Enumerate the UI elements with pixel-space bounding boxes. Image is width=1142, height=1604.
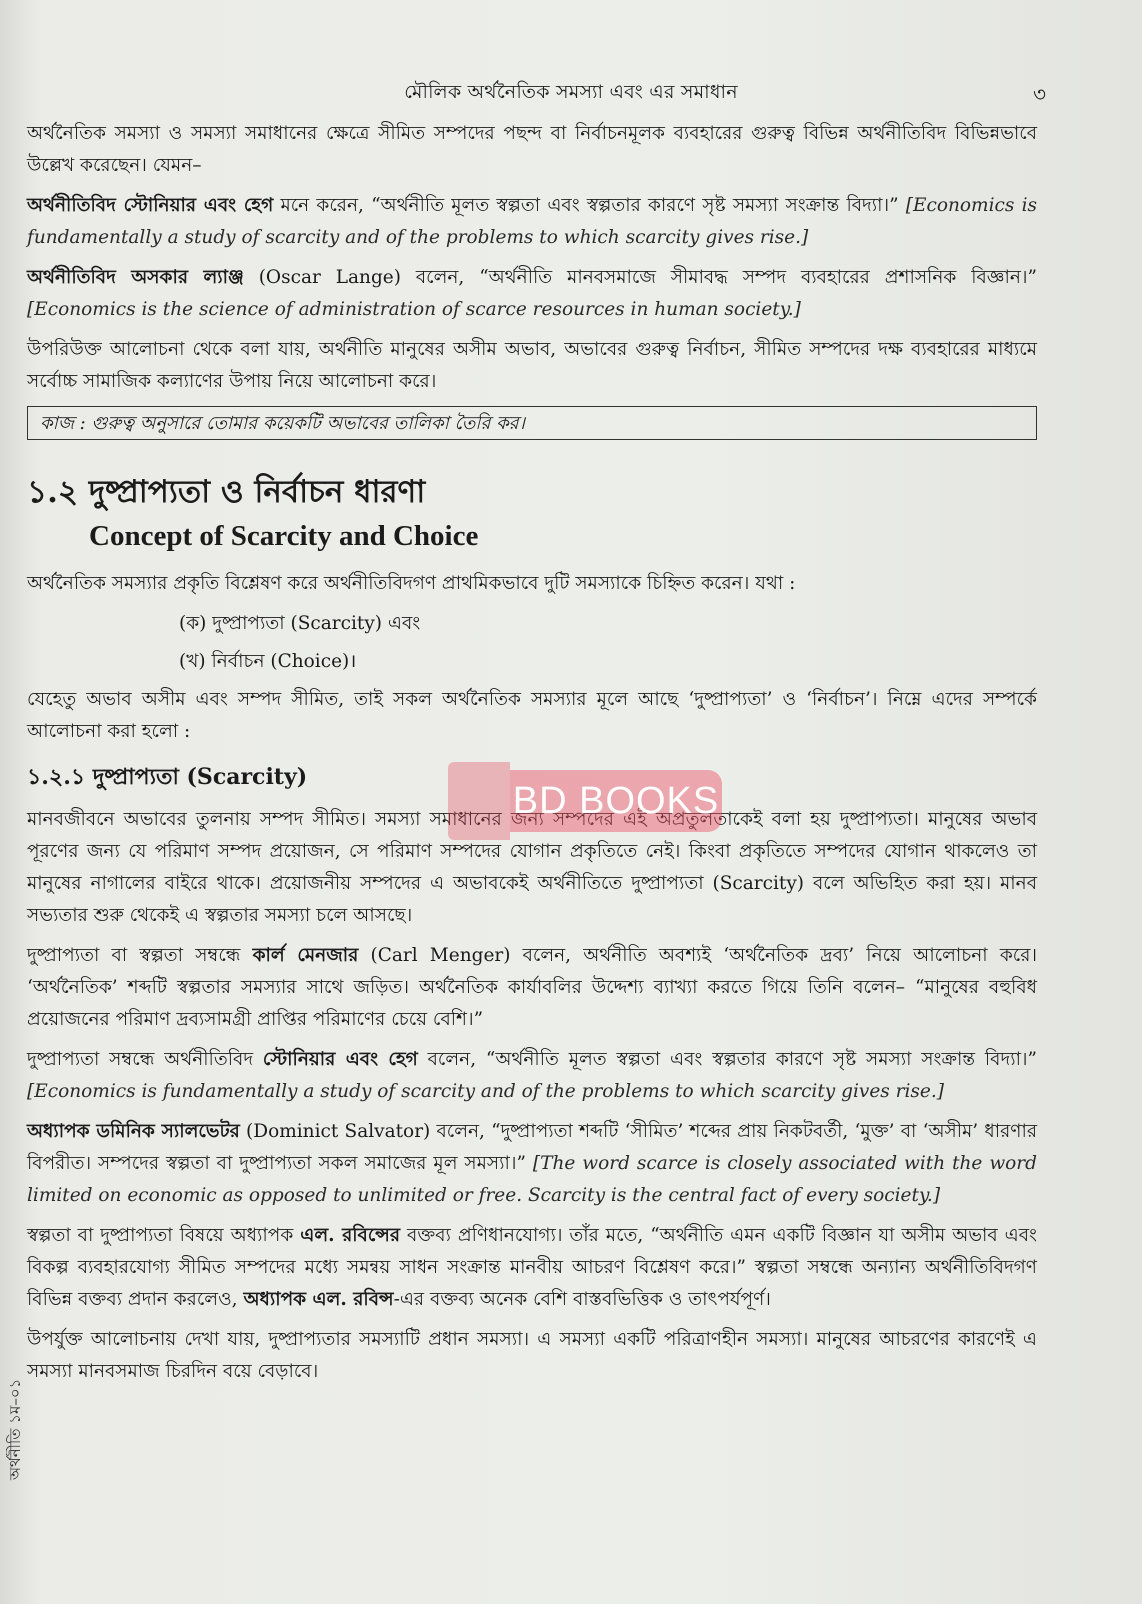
salvator-quote: (Dominict Salvator) বলেন, “দুষ্প্রাপ্যতা শব্দটি ‘সীমিত’ শব্দের প্রায় নিকটবর্তী, ‘মুক্ত’ বা ‘অসীম’ ধারণার বিপরীত। সম্পদের স্বল্পতা বা দুষ্প্রাপ্যতা সকল সমাজের মূল সমস্যা।” (27, 1121, 1038, 1174)
subsection-heading: ১.২.১ দুষ্প্রাপ্যতা (Scarcity) (27, 764, 308, 790)
intro-paragraph-3 (27, 262, 1037, 326)
stonier-intro: দুষ্প্রাপ্যতা সম্বন্ধে অর্থনীতিবিদ (27, 1049, 263, 1070)
page-number: ৩ (1032, 82, 1046, 106)
robbins-quote: বক্তব্য প্রণিধানযোগ্য। তাঁর মতে, “অর্থনীতি এমন একটি বিজ্ঞান যা অসীম অভাব এবং বিকল্প ব্যবহারযোগ্য সীমিত সম্পদের মধ্যে সমন্বয় সাধন সংক্রান্ত মানবীয় আচরণ বিশ্লেষণ করে।” স্বল্পতা সম্বন্ধে অন্যান্য অর্থনীতিবিদগণ বিভিন্ন বক্তব্য প্রদান করলেও, (27, 1225, 1038, 1310)
scarcity-paragraph-3 (27, 1044, 1037, 1108)
robbins-lead: এল. রবিন্সের (300, 1225, 400, 1246)
stonier-quote: বলেন, “অর্থনীতি মূলত স্বল্পতা এবং স্বল্পতার কারণে সৃষ্ট সমস্যা সংক্রান্ত বিদ্যা।” (417, 1049, 1038, 1070)
robbins-lead-2: অধ্যাপক এল. রবিন্স (243, 1289, 394, 1310)
salvator-lead: অধ্যাপক ডমিনিক স্যালভেটর (27, 1121, 240, 1142)
robbins-intro: স্বল্পতা বা দুষ্প্রাপ্যতা বিষয়ে অধ্যাপক (27, 1225, 301, 1246)
task-box: কাজ : গুরুত্ব অনুসারে তোমার কয়েকটি অভাবের তালিকা তৈরি কর। (27, 406, 1037, 440)
book-logo-icon (448, 762, 510, 840)
menger-intro: দুষ্প্রাপ্যতা বা স্বল্পতা সম্বন্ধে (27, 945, 253, 966)
list-item-scarcity: (ক) দুষ্প্রাপ্যতা (Scarcity) এবং (179, 613, 421, 634)
section-heading-en: Concept of Scarcity and Choice (89, 520, 479, 552)
stonier-hague-quote: মনে করেন, “অর্থনীতি মূলত স্বল্পতা এবং স্বল্পতার কারণে সৃষ্ট সমস্যা সংক্রান্ত বিদ্যা।” (273, 195, 899, 216)
lange-english: [Economics is the science of administration of scarce resources in human society.] (27, 299, 801, 320)
intro-paragraph-4: উপরিউক্ত আলোচনা থেকে বলা যায়, অর্থনীতি মানুষের অসীম অভাব, অভাবের গুরুত্ব নির্বাচন, সীমিত সম্পদের দক্ষ ব্যবহারের মাধ্যমে সর্বোচ্চ সামাজিক কল্যাণের উপায় নিয়ে আলোচনা করে। (27, 339, 1037, 392)
stonier-english: [Economics is fundamentally a study of scarcity and of the problems to which scarcity gives rise.] (27, 1081, 944, 1102)
watermark (448, 760, 722, 842)
intro-paragraph-1: অর্থনৈতিক সমস্যা ও সমস্যা সমাধানের ক্ষেত্রে সীমিত সম্পদের পছন্দ বা নির্বাচনমূলক ব্যবহারের গুরুত্ব বিভিন্ন অর্থনীতিবিদ বিভিন্নভাবে উল্লেখ করেছেন। যেমন– (27, 123, 1037, 176)
stonier-lead: স্টোনিয়ার এবং হেগ (262, 1049, 418, 1070)
lange-quote: (Oscar Lange) বলেন, “অর্থনীতি মানবসমাজে সীমাবদ্ধ সম্পদ ব্যবহারের প্রশাসনিক বিজ্ঞান।” (243, 267, 1037, 288)
menger-lead: কার্ল মেনজার (252, 945, 359, 966)
section-heading-bn: ১.২ দুষ্প্রাপ্যতা ও নির্বাচন ধারণা (27, 474, 426, 510)
lange-lead: অর্থনীতিবিদ অসকার ল্যাঞ্জ (27, 267, 244, 288)
page-body (27, 118, 1037, 1396)
scarcity-paragraph-2 (27, 940, 1037, 1036)
scarcity-paragraph-6: উপর্যুক্ত আলোচনায় দেখা যায়, দুষ্প্রাপ্যতার সমস্যাটি প্রধান সমস্যা। এ সমস্যা একটি পরিত্রাণহীন সমস্যা। মানুষের আচরণের কারণেই এ সমস্যা মানবসমাজ চিরদিন বয়ে বেড়াবে। (27, 1329, 1037, 1382)
section-paragraph-2: যেহেতু অভাব অসীম এবং সম্পদ সীমিত, তাই সকল অর্থনৈতিক সমস্যার মূলে আছে ‘দুষ্প্রাপ্যতা’ ও ‘নির্বাচন’। নিম্নে এদের সম্পর্কে আলোচনা করা হলো : (27, 689, 1037, 742)
scarcity-paragraph-4 (27, 1116, 1037, 1212)
menger-quote: (Carl Menger) বলেন, অর্থনীতি অবশ্যই ‘অর্থনৈতিক দ্রব্য’ নিয়ে আলোচনা করে। ‘অর্থনৈতিক’ শব্দটি স্বল্পতার সমস্যার সাথে জড়িত। অর্থনৈতিক কার্যাবলির উদ্দেশ্য ব্যাখ্যা করতে গিয়ে তিনি বলেন– “মানুষের বহুবিধ প্রয়োজনের পরিমাণ দ্রব্যসামগ্রী প্রাপ্তির পরিমাণের চেয়ে বেশি।” (27, 945, 1037, 1030)
scarcity-paragraph-1: মানবজীবনে অভাবের তুলনায় সম্পদ সীমিত। সমস্যা সমাধানের জন্য সম্পদের এই অপ্রতুলতাকেই বলা হয় দুষ্প্রাপ্যতা। মানুষের অভাব পূরণের জন্য যে পরিমাণ সম্পদ প্রয়োজন, সে পরিমাণ সম্পদের যোগান প্রকৃতিতে নেই। কিংবা প্রকৃতিতে সম্পদের যোগান থাকলেও তা মানুষের নাগালের বাইরে থাকে। প্রয়োজনীয় সম্পদের এ অভাবকেই অর্থনীতিতে দুষ্প্রাপ্যতা (Scarcity) বলে অভিহিত করা হয়। মানব সভ্যতার শুরু থেকেই এ স্বল্পতার সমস্যা চলে আসছে। (27, 809, 1037, 926)
scarcity-paragraph-5 (27, 1220, 1037, 1316)
intro-paragraph-2 (27, 190, 1037, 254)
list-item-choice: (খ) নির্বাচন (Choice)। (179, 651, 357, 672)
side-mark: অর্থনীতি ১ম–০১ (6, 1378, 24, 1480)
stonier-hague-english: [Economics is fundamentally a study of scarcity and of the problems to which scarcity gives rise.] (27, 195, 1037, 248)
stonier-hague-lead: অর্থনীতিবিদ স্টোনিয়ার এবং হেগ (27, 195, 274, 216)
salvator-english: [The word scarce is closely associated with the word limited on economic as opposed to unlimited or free. Scarcity is the central fact of every society.] (27, 1153, 1037, 1206)
robbins-conclusion: -এর বক্তব্য অনেক বেশি বাস্তবভিত্তিক ও তাৎপর্যপূর্ণ। (393, 1289, 771, 1310)
running-head: মৌলিক অর্থনৈতিক সমস্যা এবং এর সমাধান (404, 81, 738, 103)
section-paragraph-1: অর্থনৈতিক সমস্যার প্রকৃতি বিশ্লেষণ করে অর্থনীতিবিদগণ প্রাথমিকভাবে দুটি সমস্যাকে চিহ্নিত করেন। যথা : (27, 573, 796, 594)
watermark-text: BD BOOKS (510, 770, 722, 832)
